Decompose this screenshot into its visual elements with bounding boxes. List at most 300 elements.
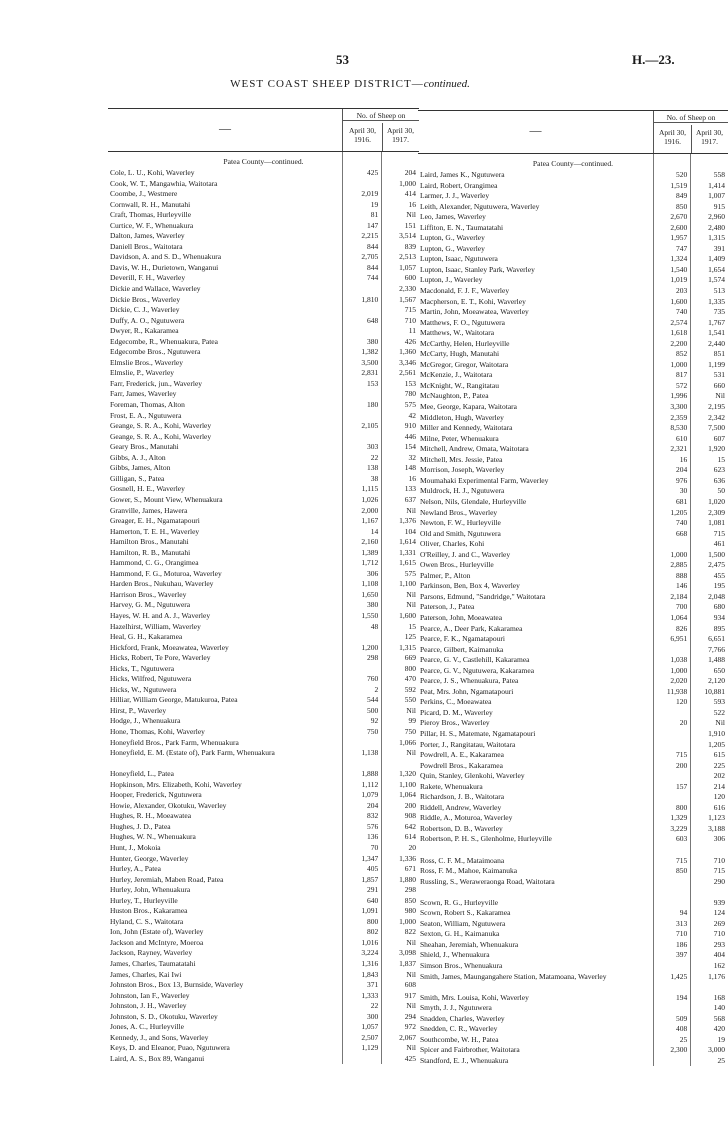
owner-name: Lupton, Isaac, Stanley Park, Waverley bbox=[420, 264, 535, 274]
table-row bbox=[108, 716, 419, 727]
sheep-count-1916: 800 bbox=[366, 916, 379, 926]
sheep-count-1917: 608 bbox=[404, 980, 416, 990]
sheep-count-1917: 934 bbox=[713, 612, 725, 622]
sheep-count-1917: 124 bbox=[713, 908, 725, 918]
owner-name: Pearce, J. S., Whenuakura, Patea bbox=[420, 676, 519, 686]
table-row bbox=[418, 950, 728, 961]
table-row bbox=[108, 1033, 419, 1044]
sheep-count-1916: 2,831 bbox=[361, 368, 379, 378]
county-heading: Patea County—continued. bbox=[223, 157, 304, 166]
sheep-count-1917: 1,100 bbox=[399, 779, 416, 789]
sheep-count-1917: 42 bbox=[408, 410, 416, 420]
sheep-count-1917: 513 bbox=[713, 286, 725, 296]
sheep-count-1916: 744 bbox=[366, 273, 379, 283]
owner-name: Dickie and Wallace, Waverley bbox=[110, 284, 201, 294]
table-row bbox=[418, 202, 728, 213]
table-row bbox=[418, 370, 728, 381]
sheep-count-1916: 204 bbox=[675, 465, 688, 475]
owner-name: Picard, D. M., Waverley bbox=[420, 707, 493, 717]
table-row bbox=[108, 759, 419, 770]
table-row bbox=[108, 168, 419, 179]
sheep-count-1916: 700 bbox=[675, 602, 688, 612]
sheep-count-1916: 2,215 bbox=[361, 231, 379, 241]
owner-name: Pearce, G. V., Ngutuwera, Kakaramea bbox=[420, 665, 535, 675]
sheep-count-1917: 11 bbox=[408, 326, 416, 336]
owner-name: Hurley, A., Patea bbox=[110, 864, 161, 874]
sheep-count-1916: 844 bbox=[366, 262, 379, 272]
owner-name: Smyth, J. J., Ngutuwera bbox=[420, 1003, 492, 1013]
owner-name: Nelson, Nils, Glendale, Hurleyville bbox=[420, 496, 527, 506]
sheep-count-1916: 2,705 bbox=[361, 252, 379, 262]
table-row bbox=[418, 908, 728, 919]
owner-name: Middleton, Hugh, Waverley bbox=[420, 412, 504, 422]
owner-name: Lupton, G., Waverley bbox=[420, 233, 485, 243]
owner-name: Leo, James, Waverley bbox=[420, 212, 486, 222]
sheep-count-1916: 1,108 bbox=[361, 579, 379, 589]
sheep-count-1917: 414 bbox=[404, 189, 416, 199]
sheep-count-1916 bbox=[653, 1003, 690, 1014]
owner-name: Matthews, W., Waitotara bbox=[420, 328, 495, 338]
table-row bbox=[108, 632, 419, 643]
owner-name: Cole, L. U., Kohi, Waverley bbox=[110, 168, 195, 177]
owner-name: Pieroy Bros., Waverley bbox=[420, 718, 490, 728]
table-row bbox=[418, 919, 728, 930]
sheep-count-1916 bbox=[342, 738, 381, 749]
owner-name: Standford, E. J., Whenuakura bbox=[420, 1055, 509, 1065]
owner-name: Laird, A. S., Box 89, Wanganui bbox=[110, 1053, 205, 1063]
owner-name: Hughes, R. H., Moeawatea bbox=[110, 811, 192, 821]
table-row bbox=[418, 898, 728, 909]
sheep-count-1917: 908 bbox=[404, 811, 416, 821]
sheep-count-1917: 2,480 bbox=[708, 222, 725, 232]
sheep-count-1916: 397 bbox=[675, 950, 688, 960]
sheep-count-1916: 1,167 bbox=[361, 516, 379, 526]
owner-name: Oliver, Charles, Kohi bbox=[420, 539, 485, 549]
owner-name: Snedden, C. R., Waverley bbox=[420, 1024, 498, 1034]
sheep-count-1916: 94 bbox=[679, 908, 688, 918]
sheep-count-1916: 405 bbox=[366, 864, 379, 874]
table-row bbox=[108, 938, 419, 949]
owner-name: Keys, D. and Eleanor, Puao, Ngutuwera bbox=[110, 1043, 230, 1053]
sheep-count-1917: 637 bbox=[404, 494, 416, 504]
sheep-count-1916 bbox=[653, 961, 690, 972]
sheep-count-1917: 660 bbox=[713, 380, 725, 390]
sheep-count-1917: 850 bbox=[404, 895, 416, 905]
sheep-count-1917: 202 bbox=[713, 771, 725, 781]
owner-name: Macdonald, F. J. F., Waverley bbox=[420, 286, 510, 296]
table-row bbox=[108, 295, 419, 306]
table-row bbox=[108, 179, 419, 190]
sheep-count-1916: 2,105 bbox=[361, 421, 379, 431]
sheep-count-1917: 120 bbox=[713, 792, 725, 802]
table-row bbox=[108, 379, 419, 390]
sheep-count-1917: 671 bbox=[404, 864, 416, 874]
owner-name: Honeyfield Bros., Park Farm, Whenuakura bbox=[110, 737, 239, 747]
owner-name: Farr, Frederick, jun., Waverley bbox=[110, 378, 203, 388]
owner-name: Muldrock, H. J., Ngutuwera bbox=[420, 486, 505, 496]
sheep-count-1917: 735 bbox=[713, 307, 725, 317]
sheep-count-1917: 2,440 bbox=[708, 338, 725, 348]
sheep-count-1916: 1,205 bbox=[670, 507, 688, 517]
sheep-count-1916: 1,000 bbox=[670, 665, 688, 675]
table-row bbox=[418, 465, 728, 476]
sheep-count-1916: 81 bbox=[370, 210, 379, 220]
owner-name: Hicks, Robert, Te Pore, Waverley bbox=[110, 653, 211, 663]
sheep-count-1916: 138 bbox=[366, 463, 379, 473]
sheep-count-1917: 680 bbox=[713, 602, 725, 612]
sheep-count-1916: 1,618 bbox=[670, 328, 688, 338]
sheep-count-1916: 1,200 bbox=[361, 642, 379, 652]
table-row bbox=[108, 453, 419, 464]
owner-name: Hicks, W., Ngutuwera bbox=[110, 684, 177, 694]
owner-name: Pearce, A., Deer Park, Kakaramea bbox=[420, 623, 523, 633]
sheep-count-1916: 1,038 bbox=[670, 655, 688, 665]
sheep-count-1916 bbox=[342, 179, 381, 190]
owner-name: Johnston, S. D., Okotuku, Waverley bbox=[110, 1011, 218, 1021]
sheep-count-1916: 610 bbox=[675, 433, 688, 443]
sheep-count-1916: 48 bbox=[370, 621, 379, 631]
sheep-count-1916: 2 bbox=[374, 684, 379, 694]
sheep-count-1916: 849 bbox=[675, 191, 688, 201]
sheep-count-1916: 1,540 bbox=[670, 264, 688, 274]
sheep-count-1916: 38 bbox=[370, 473, 379, 483]
sheep-count-1916: 1,079 bbox=[361, 790, 379, 800]
table-row bbox=[108, 980, 419, 991]
table-row bbox=[418, 676, 728, 687]
table-row bbox=[108, 200, 419, 211]
owner-name: Harden Bros., Nukuhau, Waverley bbox=[110, 579, 214, 589]
sheep-count-1916: 1,712 bbox=[361, 558, 379, 568]
owner-name: Pearce, Gilbert, Kaimanuka bbox=[420, 644, 504, 654]
sheep-count-1917: 140 bbox=[713, 1003, 725, 1013]
sheep-count-1917: 522 bbox=[713, 707, 725, 717]
sheep-count-1917: 2,067 bbox=[399, 1032, 416, 1042]
sheep-count-1916: 976 bbox=[675, 475, 688, 485]
sheep-count-1917: 1,541 bbox=[708, 328, 725, 338]
sheep-count-1916: 1,115 bbox=[361, 484, 379, 494]
owner-name: Duffy, A. O., Ngutuwera bbox=[110, 315, 185, 325]
table-row bbox=[418, 1035, 728, 1046]
sheep-count-1916: 1,957 bbox=[670, 233, 688, 243]
sheep-count-1917: 153 bbox=[404, 378, 416, 388]
sheep-count-1917: 1,315 bbox=[708, 233, 725, 243]
table-row bbox=[418, 771, 728, 782]
owner-name: Jackson, Rayney, Waverley bbox=[110, 948, 193, 958]
owner-name: Larmer, J. J., Waverley bbox=[420, 191, 490, 201]
sheep-count-1916: 22 bbox=[370, 452, 379, 462]
owner-name: Deverill, F. H., Waverley bbox=[110, 273, 186, 283]
sheep-count-1916: 157 bbox=[675, 781, 688, 791]
table-row bbox=[108, 854, 419, 865]
table-row bbox=[418, 181, 728, 192]
sheep-count-1917: 623 bbox=[713, 465, 725, 475]
sheep-count-1916 bbox=[342, 664, 381, 675]
table-row bbox=[418, 550, 728, 561]
sheep-count-1917: 1,376 bbox=[399, 516, 416, 526]
table-row bbox=[108, 948, 419, 959]
owner-name: Dickie Bros., Waverley bbox=[110, 294, 181, 304]
sheep-count-1917: 607 bbox=[713, 433, 725, 443]
sheep-count-1916: 70 bbox=[370, 843, 379, 852]
sheep-count-1916: 1,019 bbox=[670, 275, 688, 285]
sheep-count-1917: 851 bbox=[713, 349, 725, 359]
owner-name: Johnston, Ian F., Waverley bbox=[110, 990, 190, 1000]
owner-name: Owen Bros., Hurleyville bbox=[420, 560, 494, 570]
table-row bbox=[418, 972, 728, 983]
left-table-header: — No. of Sheep on April 30, 1916. April 30, 1917. bbox=[108, 108, 419, 152]
table-row bbox=[418, 877, 728, 888]
table-row bbox=[108, 252, 419, 263]
sheep-count-1917: 2,960 bbox=[708, 212, 725, 222]
sheep-count-1917: 800 bbox=[404, 663, 416, 673]
table-row bbox=[418, 297, 728, 308]
owner-name: Hamilton Bros., Manutahi bbox=[110, 537, 189, 547]
sheep-count-1917: 1,020 bbox=[708, 496, 725, 506]
sheep-count-1917: 1,199 bbox=[708, 359, 725, 369]
sheep-count-1916: 1,550 bbox=[361, 610, 379, 620]
sheep-count-1916: 2,160 bbox=[361, 537, 379, 547]
sheep-count-1916: 291 bbox=[366, 885, 379, 895]
table-row bbox=[108, 1054, 419, 1065]
sheep-count-1917: Nil bbox=[406, 1001, 416, 1011]
sheep-count-1916: 760 bbox=[366, 674, 379, 684]
sheep-count-1916: 20 bbox=[679, 718, 688, 728]
sheep-count-1917: 200 bbox=[404, 800, 416, 810]
owner-name: Paterson, John, Moeawatea bbox=[420, 612, 503, 622]
owner-name: Simson Bros., Whenuakura bbox=[420, 961, 503, 971]
owner-name: Davis, W. H., Durietown, Wanganui bbox=[110, 262, 219, 272]
table-row bbox=[418, 718, 728, 729]
sheep-count-1917: 1,205 bbox=[708, 739, 725, 749]
sheep-count-1916 bbox=[653, 771, 690, 782]
table-row bbox=[418, 529, 728, 540]
sheep-count-1917: Nil bbox=[715, 718, 725, 728]
sheep-count-1917: 910 bbox=[404, 421, 416, 431]
owner-name: Moumahaki Experimental Farm, Waverley bbox=[420, 475, 549, 485]
sheep-count-1916: 576 bbox=[366, 821, 379, 831]
sheep-count-1917: 915 bbox=[713, 201, 725, 211]
right-table-body bbox=[418, 154, 728, 1066]
sheep-count-1916 bbox=[342, 759, 381, 770]
sheep-count-1917: 32 bbox=[408, 452, 416, 462]
sheep-count-1917: 3,098 bbox=[399, 948, 416, 958]
sheep-count-1916: 30 bbox=[679, 486, 688, 496]
sheep-count-1916: 303 bbox=[366, 442, 379, 452]
table-row bbox=[418, 782, 728, 793]
table-row bbox=[418, 792, 728, 803]
owner-name: Hicks, T., Ngutuwera bbox=[110, 663, 175, 673]
sheep-count-1917: 616 bbox=[713, 802, 725, 812]
table-row bbox=[108, 653, 419, 664]
sheep-count-1916: 710 bbox=[675, 929, 688, 939]
owner-name: Southcombe, W. H., Patea bbox=[420, 1034, 499, 1044]
sheep-count-1917: 550 bbox=[404, 695, 416, 705]
sheep-count-1916: 1,810 bbox=[361, 294, 379, 304]
owner-name: Rakete, Whenuakura bbox=[420, 781, 483, 791]
sheep-count-1917: 426 bbox=[404, 336, 416, 346]
table-row bbox=[418, 191, 728, 202]
sheep-count-1917: 600 bbox=[404, 273, 416, 283]
table-row bbox=[108, 896, 419, 907]
owner-name: Spicer and Fairbrother, Waitotara bbox=[420, 1045, 520, 1055]
sheep-count-1917: 972 bbox=[404, 1022, 416, 1032]
sheep-count-1916: 2,019 bbox=[361, 189, 379, 199]
sheep-count-1917: 1,567 bbox=[399, 294, 416, 304]
table-row bbox=[108, 337, 419, 348]
table-row bbox=[108, 780, 419, 791]
table-row bbox=[108, 790, 419, 801]
table-row bbox=[418, 666, 728, 677]
table-row bbox=[418, 887, 728, 898]
table-row bbox=[418, 1003, 728, 1014]
table-row bbox=[108, 358, 419, 369]
owner-name: Parkinson, Ben, Box 4, Waverley bbox=[420, 581, 520, 591]
table-row bbox=[418, 571, 728, 582]
sheep-count-1917: 1,081 bbox=[708, 518, 725, 528]
owner-name: Ion, John (Estate of), Waverley bbox=[110, 927, 204, 937]
sheep-count-1917: 420 bbox=[713, 1024, 725, 1034]
sheep-count-1917: 290 bbox=[713, 876, 725, 886]
sheep-count-1916: 852 bbox=[675, 349, 688, 359]
sheep-count-1916: 747 bbox=[675, 243, 688, 253]
table-row bbox=[418, 254, 728, 265]
owner-name: Hunter, George, Waverley bbox=[110, 853, 189, 863]
table-row bbox=[108, 326, 419, 337]
sheep-count-1916: 1,843 bbox=[361, 969, 379, 979]
owner-name: Hilliar, William George, Matukuroa, Patea bbox=[110, 695, 238, 705]
sheep-count-1916 bbox=[653, 729, 690, 740]
sheep-count-1916 bbox=[653, 708, 690, 719]
sheep-count-1917: 1,123 bbox=[708, 813, 725, 823]
sheep-count-1916: 850 bbox=[675, 201, 688, 211]
sheep-count-1917: 148 bbox=[404, 463, 416, 473]
table-row bbox=[108, 832, 419, 843]
owner-name: Perkins, C., Moeawatea bbox=[420, 697, 492, 707]
sheep-count-1916: 1,425 bbox=[670, 971, 688, 981]
owner-name: Parsons, Edmund, "Sandridge," Waitotara bbox=[420, 591, 546, 601]
sheep-count-1917: 1,000 bbox=[399, 178, 416, 188]
sheep-count-1917: 1,336 bbox=[399, 853, 416, 863]
sheep-count-1917: 3,346 bbox=[399, 357, 416, 367]
sheep-count-1917: 7,500 bbox=[708, 423, 725, 433]
owner-name: Porter, J., Rangitatau, Waitotara bbox=[420, 739, 516, 749]
sheep-count-1917: 531 bbox=[713, 370, 725, 380]
sheep-count-1917: 1,176 bbox=[708, 971, 725, 981]
owner-name: Powdrell Bros., Kakaramea bbox=[420, 760, 503, 770]
sheep-count-1916: 1,600 bbox=[670, 296, 688, 306]
owner-name: Mitchell, Andrew, Omata, Waitotara bbox=[420, 444, 529, 454]
owner-name: James, Charles, Taumatatahi bbox=[110, 959, 196, 969]
owner-name: Hurley, T., Hurleyville bbox=[110, 895, 178, 905]
table-row bbox=[108, 1012, 419, 1023]
table-row bbox=[108, 864, 419, 875]
left-table-body bbox=[108, 152, 419, 1064]
page-number: 53 bbox=[336, 52, 349, 67]
owner-name: Gilligan, S., Patea bbox=[110, 473, 165, 483]
owner-name: Lupton, Isaac, Ngutuwera bbox=[420, 254, 498, 264]
table-row bbox=[418, 286, 728, 297]
owner-name: Elmslie, P., Waverley bbox=[110, 368, 175, 378]
sheep-count-1916: 826 bbox=[675, 623, 688, 633]
sheep-count-1917: 2,342 bbox=[708, 412, 725, 422]
table-row bbox=[108, 527, 419, 538]
sheep-count-1917: 980 bbox=[404, 906, 416, 916]
right-table-header: — No. of Sheep on April 30, 1916. April 30, 1917. bbox=[418, 110, 728, 154]
sheep-count-1917: 461 bbox=[713, 539, 725, 549]
table-row bbox=[108, 400, 419, 411]
owner-name: Howie, Alexander, Okotuku, Waverley bbox=[110, 800, 227, 810]
owner-name: Morrison, Joseph, Waverley bbox=[420, 465, 505, 475]
sheep-count-1916 bbox=[342, 284, 381, 295]
table-row bbox=[108, 875, 419, 886]
sheep-count-1916: 2,600 bbox=[670, 222, 688, 232]
table-row bbox=[108, 727, 419, 738]
sheep-count-1916: 802 bbox=[366, 927, 379, 937]
table-row bbox=[418, 423, 728, 434]
table-row bbox=[418, 444, 728, 455]
sheep-count-1917: 162 bbox=[713, 961, 725, 971]
sheep-count-1916: 6,951 bbox=[670, 634, 688, 644]
table-row bbox=[108, 885, 419, 896]
table-row bbox=[418, 581, 728, 592]
owner-name: Edgecombe, R., Whenuakura, Patea bbox=[110, 336, 218, 346]
table-row bbox=[418, 592, 728, 603]
sheep-count-1917: 1,320 bbox=[399, 769, 416, 779]
sheep-count-1916: 1,138 bbox=[361, 748, 379, 758]
sheep-count-1916 bbox=[653, 645, 690, 656]
table-row bbox=[108, 590, 419, 601]
sheep-count-1916: 2,184 bbox=[670, 591, 688, 601]
table-row bbox=[418, 391, 728, 402]
owner-name: Huston Bros., Kakaramea bbox=[110, 906, 188, 916]
owner-name: Frost, E. A., Ngutuwera bbox=[110, 410, 182, 420]
sheep-count-1917: 154 bbox=[404, 442, 416, 452]
sheep-count-1916: 1,382 bbox=[361, 347, 379, 357]
sheep-count-1916: 204 bbox=[366, 800, 379, 810]
table-row bbox=[418, 328, 728, 339]
sheep-count-1916: 2,300 bbox=[670, 1045, 688, 1055]
table-row bbox=[418, 170, 728, 181]
owner-name: Richardson, J. B., Waitotara bbox=[420, 792, 505, 802]
sheep-count-1917: Nil bbox=[406, 600, 416, 610]
table-row bbox=[108, 495, 419, 506]
owner-name: Hirst, P., Waverley bbox=[110, 705, 167, 715]
page-title: WEST COAST SHEEP DISTRICT—continued. bbox=[230, 78, 470, 90]
table-row bbox=[418, 613, 728, 624]
owner-name: Hammond, F. G., Moturoa, Waverley bbox=[110, 568, 222, 578]
owner-name: Jones, A. C., Hurleyville bbox=[110, 1022, 184, 1032]
sheep-count-1916: 25 bbox=[679, 1034, 688, 1044]
sheep-count-1916: 509 bbox=[675, 1013, 688, 1023]
table-row bbox=[108, 1022, 419, 1033]
table-row bbox=[418, 560, 728, 571]
sheep-count-1917: 1,315 bbox=[399, 642, 416, 652]
owner-name: Harvey, G. M., Ngutuwera bbox=[110, 600, 191, 610]
table-row bbox=[108, 189, 419, 200]
sheep-count-1916: 298 bbox=[366, 653, 379, 663]
sheep-count-1917: 195 bbox=[713, 581, 725, 591]
sheep-count-1916: 2,200 bbox=[670, 338, 688, 348]
sheep-count-1917: 710 bbox=[404, 315, 416, 325]
sheep-count-1917: Nil bbox=[406, 505, 416, 515]
owner-name: Scown, Robert S., Kakaramea bbox=[420, 908, 511, 918]
sheep-count-1917 bbox=[381, 759, 419, 770]
sheep-count-1917: 2,195 bbox=[708, 402, 725, 412]
sheep-count-1917: 50 bbox=[717, 486, 725, 496]
table-row bbox=[108, 991, 419, 1002]
owner-name: Snadden, Charles, Waverley bbox=[420, 1013, 505, 1023]
sheep-count-1916: 380 bbox=[366, 600, 379, 610]
